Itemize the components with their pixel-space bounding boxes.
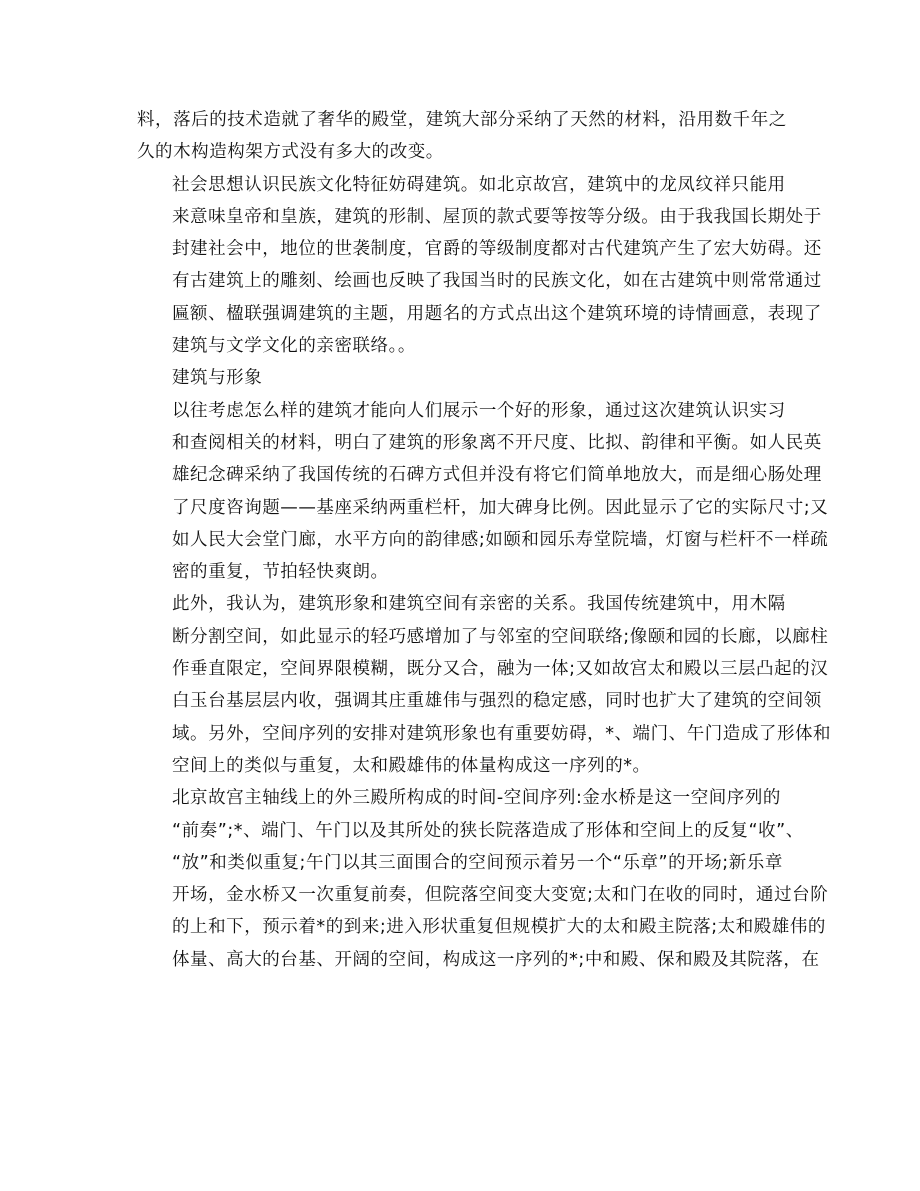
document-body <box>137 104 832 976</box>
text-line: 断分割空间，如此显示的轻巧感增加了与邻室的空间联络;像颐和园的长廊，以廊柱 <box>172 626 829 647</box>
text-line: 空间上的类似与重复，太和殿雄伟的体量构成这一序列的*。 <box>172 755 651 776</box>
text-line: 作垂直限定，空间界限模糊，既分又合，融为一体;又如故宫太和殿以三层凸起的汉 <box>172 659 829 680</box>
text-line: 的上和下，预示着*的到来;进入形状重复但规模扩大的太和殿主院落;太和殿雄伟的 <box>172 917 826 938</box>
text-line: 社会思想认识民族文化特征妨碍建筑。如北京故宫，建筑中的龙凤纹祥只能用 <box>172 174 786 195</box>
text-line: 料，落后的技术造就了奢华的殿堂，建筑大部分采纳了天然的材料，沿用数千年之 <box>137 110 787 130</box>
section-heading <box>137 362 789 394</box>
text-line: 开场，金水桥又一次重复前奏，但院落空间变大变宽;太和门在收的同时，通过台阶 <box>172 885 829 906</box>
text-line: 体量、高大的台基、开阔的空间，构成这一序列的*;中和殿、保和殿及其院落，在 <box>172 949 820 970</box>
text-line: 以往考虑怎么样的建筑才能向人们展示一个好的形象，通过这次建筑认识实习 <box>172 400 786 421</box>
paragraph <box>137 782 829 976</box>
text-line: 久的木构造构架方式没有多大的改变。 <box>137 142 444 163</box>
paragraph <box>137 588 832 782</box>
text-line: 雄纪念碑采纳了我国传统的石碑方式但并没有将它们简单地放大，而是细心肠处理 <box>172 465 822 486</box>
text-line: 来意味皇帝和皇族，建筑的形制、屋顶的款式要等按等分级。由于我我国长期处于 <box>172 206 822 227</box>
text-line: 白玉台基层层内收，强调其庄重雄伟与强烈的稳定感，同时也扩大了建筑的空间领 <box>172 691 822 712</box>
text-line: 北京故宫主轴线上的外三殿所构成的时间-空间序列:金水桥是这一空间序列的 <box>172 788 781 809</box>
text-line: 此外，我认为，建筑形象和建筑空间有亲密的关系。我国传统建筑中，用木隔 <box>172 594 786 615</box>
text-line: 封建社会中，地位的世袭制度，官爵的等级制度都对古代建筑产生了宏大妨碍。还 <box>172 239 822 260</box>
paragraph <box>137 395 829 589</box>
text-line: 匾额、楹联强调建筑的主题，用题名的方式点出这个建筑环境的诗情画意，表现了 <box>172 303 822 324</box>
text-line: “前奏”;*、端门、午门以及其所处的狭长院落造成了形体和空间上的反复“收”、 <box>172 820 804 841</box>
text-line: 了尺度咨询题——基座采纳两重栏杆，加大碑身比例。因此显示了它的实际尺寸;又 <box>172 497 829 518</box>
text-line: 建筑与文学文化的亲密联络。。 <box>172 336 416 357</box>
text-line: 有古建筑上的雕刻、绘画也反映了我国当时的民族文化，如在古建筑中则常常通过 <box>172 271 822 292</box>
paragraph <box>137 104 789 169</box>
text-line: 域。另外，空间序列的安排对建筑形象也有重要妨碍，*、端门、午门造成了形体和 <box>172 723 832 744</box>
paragraph <box>137 169 822 363</box>
text-line: 密的重复，节拍轻快爽朗。 <box>172 562 389 583</box>
text-line: 如人民大会堂门廊，水平方向的韵律感;如颐和园乐寿堂院墙，灯窗与栏杆不一样疏 <box>172 529 829 550</box>
text-line: 建筑与形象 <box>172 368 263 389</box>
text-line: “放”和类似重复;午门以其三面围合的空间预示着另一个“乐章”的开场;新乐章 <box>172 852 783 873</box>
text-line: 和查阅相关的材料，明白了建筑的形象离不开尺度、比拟、韵律和平衡。如人民英 <box>172 432 822 453</box>
